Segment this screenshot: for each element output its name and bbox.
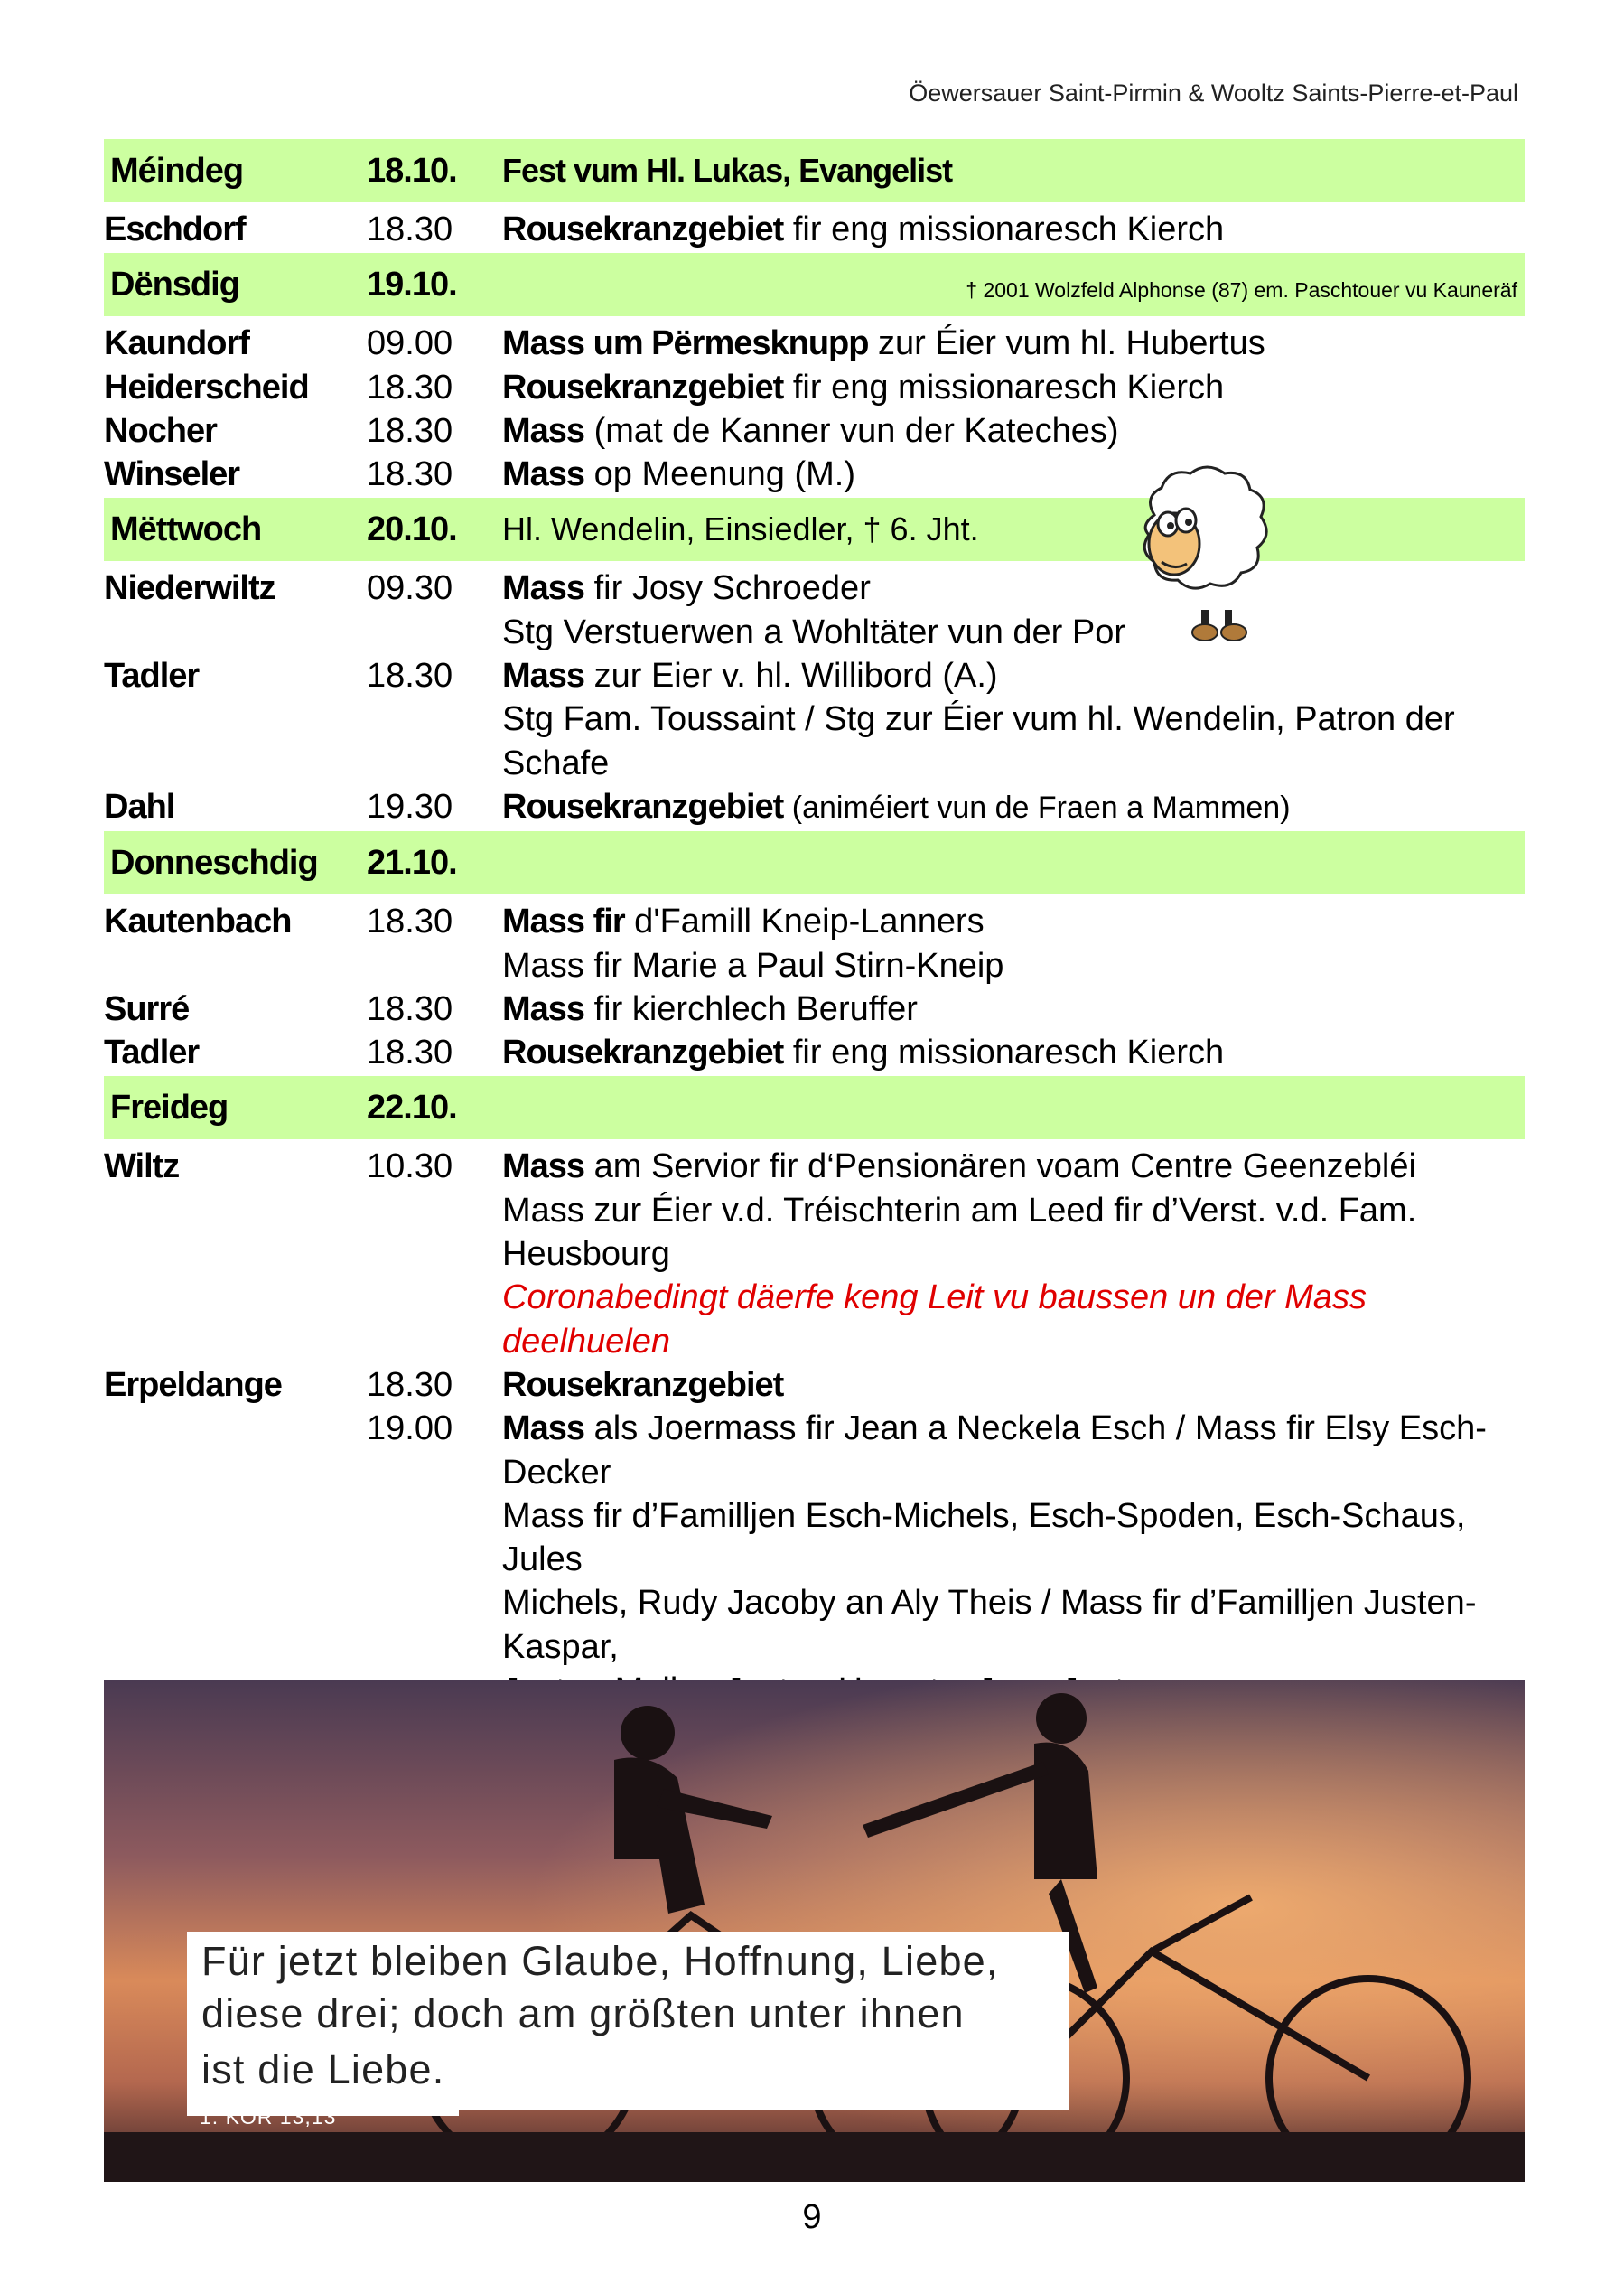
service-type: Rousekranzgebiet bbox=[502, 1365, 784, 1404]
feast-title: Hl. Wendelin, Einsiedler, † 6. Jht. bbox=[502, 510, 979, 548]
service-type: Rousekranzgebiet bbox=[502, 211, 784, 248]
service-time: 18.30 bbox=[367, 903, 453, 941]
service-type: Mass bbox=[502, 455, 585, 494]
schedule-line bbox=[104, 566, 1525, 610]
service-intention: Mass fir d’Familljen Esch-Michels, Esch-Spoden, Esch-Schaus, Jules bbox=[502, 1496, 1466, 1579]
day-date: 19.10. bbox=[367, 265, 457, 304]
schedule-line bbox=[104, 611, 1525, 654]
service-intention: Mass zur Éier v.d. Tréischterin am Leed fir d’Verst. v.d. Fam. Heusbourg bbox=[502, 1191, 1417, 1274]
quote-reference: 1. KOR 13,13 bbox=[200, 2105, 337, 2129]
schedule-line bbox=[104, 1145, 1525, 1188]
schedule-line bbox=[104, 1581, 1525, 1669]
day-name: Freideg bbox=[110, 1088, 229, 1127]
service-time: 10.30 bbox=[367, 1147, 453, 1186]
schedule-line bbox=[104, 1276, 1525, 1363]
schedule-line bbox=[104, 1189, 1525, 1277]
service-intention: (mat de Kanner vun der Kateches) bbox=[584, 411, 1119, 450]
day-name: Dënsdig bbox=[110, 265, 239, 304]
service-intention: am Servior fir d‘Pensionären voam Centre Geenzebléi bbox=[584, 1147, 1416, 1186]
schedule-line bbox=[104, 900, 1525, 943]
service-intention: Stg Fam. Toussaint / Stg zur Éier vum hl. Wendelin, Patron der Schafe bbox=[502, 700, 1455, 782]
service-intention: d'Famill Kneip-Lanners bbox=[624, 903, 985, 941]
place-name: Winseler bbox=[104, 455, 240, 494]
service-intention: Stg Verstuerwen a Wohltäter vun der Por bbox=[502, 613, 1125, 651]
service-time: 18.30 bbox=[367, 368, 453, 407]
covid-warning: Coronabedingt däerfe keng Leit vu baussen un der Mass deelhuelen bbox=[502, 1278, 1367, 1361]
schedule-line bbox=[104, 1494, 1525, 1582]
memorial-note: † 2001 Wolzfeld Alphonse (87) em. Paschtouer vu Kauneräf bbox=[966, 277, 1517, 302]
place-name: Heiderscheid bbox=[104, 368, 309, 407]
service-intention: fir eng missionaresch Kierch bbox=[783, 368, 1225, 407]
schedule-line bbox=[104, 654, 1525, 697]
schedule-line bbox=[104, 944, 1525, 987]
service-time: 18.30 bbox=[367, 1034, 453, 1072]
place-name: Tadler bbox=[104, 1034, 200, 1072]
service-time: 09.00 bbox=[367, 324, 453, 363]
service-intention: op Meenung (M.) bbox=[584, 455, 855, 494]
day-name: Mëttwoch bbox=[110, 510, 262, 548]
service-type: Mass um Përmesknupp bbox=[502, 324, 869, 363]
schedule-line bbox=[104, 366, 1525, 409]
service-type: Mass fir bbox=[502, 903, 625, 941]
day-date: 22.10. bbox=[367, 1088, 457, 1127]
place-name: Wiltz bbox=[104, 1147, 180, 1186]
service-type: Mass bbox=[502, 657, 585, 696]
service-time: 19.00 bbox=[367, 1409, 453, 1448]
service-type: Mass bbox=[502, 1147, 585, 1186]
service-time: 09.30 bbox=[367, 569, 453, 608]
schedule-line bbox=[104, 322, 1525, 365]
feast-title: Fest vum Hl. Lukas, Evangelist bbox=[502, 152, 953, 189]
quote-line: diese drei; doch am größten unter ihnen bbox=[201, 1990, 965, 2036]
schedule-line bbox=[104, 785, 1525, 829]
service-time: 18.30 bbox=[367, 411, 453, 450]
quote-line: Für jetzt bleiben Glaube, Hoffnung, Liebe, bbox=[201, 1938, 999, 1984]
page-number: 9 bbox=[802, 2198, 822, 2236]
place-name: Dahl bbox=[104, 787, 175, 826]
place-name: Erpeldange bbox=[104, 1365, 282, 1404]
sheep-illustration bbox=[1118, 461, 1281, 646]
day-date: 20.10. bbox=[367, 510, 457, 548]
service-type: Mass bbox=[502, 989, 585, 1028]
day-date: 21.10. bbox=[367, 843, 457, 882]
service-time: 18.30 bbox=[367, 989, 453, 1028]
day-header bbox=[104, 253, 1525, 316]
mass-schedule bbox=[104, 137, 1525, 1887]
schedule-line bbox=[104, 1031, 1525, 1074]
service-type: Rousekranzgebiet bbox=[502, 368, 784, 407]
place-name: Tadler bbox=[104, 657, 200, 696]
service-type: Mass bbox=[502, 1409, 585, 1448]
service-intention: fir eng missionaresch Kierch bbox=[783, 1034, 1225, 1072]
service-type: Rousekranzgebiet bbox=[502, 1034, 784, 1072]
service-time: 18.30 bbox=[367, 657, 453, 696]
schedule-line bbox=[104, 1407, 1525, 1494]
place-name: Nocher bbox=[104, 411, 217, 450]
service-intention: fir eng missionaresch Kierch bbox=[783, 211, 1225, 248]
service-note: (animéiert vun de Fraen a Mammen) bbox=[783, 790, 1291, 825]
day-header bbox=[104, 1076, 1525, 1139]
service-type: Rousekranzgebiet bbox=[502, 787, 784, 826]
service-intention: fir Josy Schroeder bbox=[584, 569, 871, 608]
service-intention: fir kierchlech Beruffer bbox=[584, 989, 918, 1028]
day-header bbox=[104, 498, 1525, 561]
service-time: 18.30 bbox=[367, 455, 453, 494]
service-time: 18.30 bbox=[367, 1365, 453, 1404]
place-name: Kautenbach bbox=[104, 903, 292, 941]
place-name: Eschdorf bbox=[104, 211, 246, 248]
service-intention: Michels, Rudy Jacoby an Aly Theis / Mass fir d’Familljen Justen-Kaspar, bbox=[502, 1584, 1477, 1666]
quote-line: ist die Liebe. bbox=[201, 2046, 445, 2092]
service-time: 19.30 bbox=[367, 787, 453, 826]
schedule-line bbox=[104, 208, 1525, 251]
schedule-line bbox=[104, 987, 1525, 1031]
place-name: Niederwiltz bbox=[104, 569, 275, 608]
couple-cycling-photo bbox=[104, 1680, 1525, 2182]
day-name: Donneschdig bbox=[110, 843, 318, 882]
schedule-line bbox=[104, 697, 1525, 785]
schedule-line bbox=[104, 409, 1525, 453]
day-header bbox=[104, 831, 1525, 894]
service-intention: Mass fir Marie a Paul Stirn-Kneip bbox=[502, 946, 1004, 985]
day-name: Méindeg bbox=[110, 151, 244, 190]
service-intention: zur Éier vum hl. Hubertus bbox=[868, 324, 1265, 363]
place-name: Kaundorf bbox=[104, 324, 249, 363]
day-header bbox=[104, 139, 1525, 202]
service-type: Mass bbox=[502, 411, 585, 450]
place-name bbox=[104, 1407, 367, 1494]
day-date: 18.10. bbox=[367, 151, 457, 190]
place-name: Surré bbox=[104, 989, 190, 1028]
schedule-line bbox=[104, 453, 1525, 496]
service-intention: als Joermass fir Jean a Neckela Esch / Mass fir Elsy Esch-Decker bbox=[502, 1409, 1487, 1492]
service-intention: zur Eier v. hl. Willibord (A.) bbox=[584, 657, 998, 696]
service-time: 18.30 bbox=[367, 211, 453, 248]
schedule-line bbox=[104, 1363, 1525, 1407]
page-header: Öewersauer Saint-Pirmin & Wooltz Saints-Pierre-et-Paul bbox=[909, 80, 1518, 107]
service-type: Mass bbox=[502, 569, 585, 608]
